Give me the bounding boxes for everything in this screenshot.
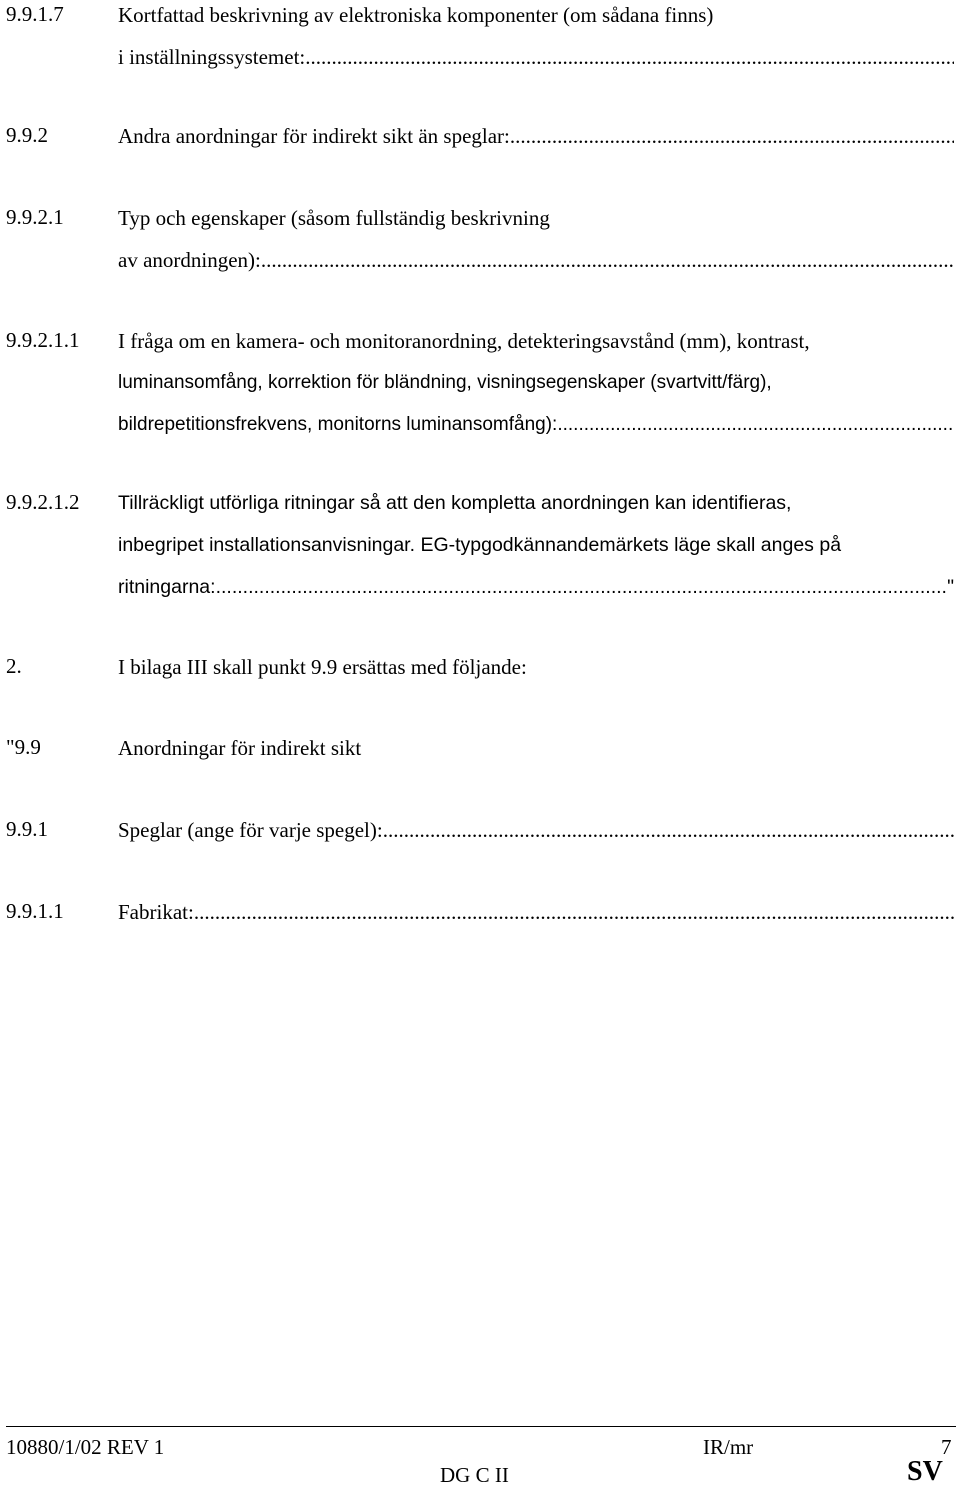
section-text: Typ och egenskaper (såsom fullständig beskrivning bbox=[118, 206, 550, 230]
section-2 bbox=[6, 654, 954, 696]
language-code: SV bbox=[907, 1456, 943, 1487]
section-number: 9.9.1.1 bbox=[6, 899, 64, 923]
leader-dots bbox=[194, 899, 954, 925]
page-number: 7 bbox=[941, 1435, 952, 1459]
section-text: luminansomfång, korrektion för bländning, visningsegenskaper (svartvitt/färg), bbox=[118, 372, 772, 393]
section-9-9 bbox=[6, 735, 954, 777]
section-number: 9.9.2.1.1 bbox=[6, 328, 80, 352]
leader-dots bbox=[305, 44, 954, 70]
section-number: 9.9.2.1 bbox=[6, 205, 64, 229]
section-text: Andra anordningar för indirekt sikt än speglar: bbox=[118, 124, 510, 148]
footer-department: DG C II bbox=[440, 1463, 509, 1487]
section-line bbox=[118, 654, 954, 696]
section-text: bildrepetitionsfrekvens, monitorns luminansomfång): bbox=[118, 414, 558, 435]
footer-initials: IR/mr bbox=[703, 1435, 754, 1459]
section-line bbox=[118, 574, 954, 616]
section-number: "9.9 bbox=[6, 735, 41, 759]
section-line bbox=[118, 2, 954, 44]
section-9-9-1 bbox=[6, 817, 954, 859]
section-line bbox=[118, 532, 954, 574]
section-9-9-1-7 bbox=[6, 2, 954, 86]
leader-dots bbox=[383, 817, 954, 843]
section-line bbox=[118, 735, 954, 777]
section-line bbox=[118, 123, 954, 165]
section-9-9-2 bbox=[6, 123, 954, 165]
footer-divider bbox=[6, 1426, 956, 1427]
section-text: Anordningar för indirekt sikt bbox=[118, 736, 362, 760]
section-number: 9.9.1 bbox=[6, 817, 48, 841]
section-line bbox=[118, 899, 954, 941]
section-text: Kortfattad beskrivning av elektroniska komponenter (om sådana finns) bbox=[118, 3, 714, 27]
section-number: 9.9.2 bbox=[6, 123, 48, 147]
section-line bbox=[118, 328, 954, 370]
section-line bbox=[118, 205, 954, 247]
section-text: ritningarna: bbox=[118, 576, 216, 598]
leader-dots bbox=[261, 247, 954, 273]
section-text: i inställningssystemet: bbox=[118, 45, 306, 69]
section-number: 9.9.2.1.2 bbox=[6, 490, 80, 514]
section-number: 9.9.1.7 bbox=[6, 2, 64, 26]
leader-dots bbox=[557, 412, 954, 438]
section-text: Speglar (ange för varje spegel): bbox=[118, 818, 383, 842]
section-9-9-2-1 bbox=[6, 205, 954, 289]
section-9-9-2-1-1 bbox=[6, 328, 954, 454]
section-line bbox=[118, 44, 954, 86]
section-text: av anordningen): bbox=[118, 248, 261, 272]
leader-dots bbox=[216, 574, 948, 600]
section-number: 2. bbox=[6, 654, 22, 678]
section-text: Tillräckligt utförliga ritningar så att den kompletta anordningen kan identifieras, bbox=[118, 492, 792, 514]
section-text: I bilaga III skall punkt 9.9 ersättas med följande: bbox=[118, 655, 527, 679]
footer-reference: 10880/1/02 REV 1 bbox=[6, 1435, 165, 1459]
section-line bbox=[118, 247, 954, 289]
section-line bbox=[118, 490, 954, 532]
section-text: inbegripet installationsanvisningar. EG-typgodkännandemärkets läge skall anges på bbox=[118, 534, 842, 556]
closing-quote: " bbox=[947, 576, 954, 598]
section-line bbox=[118, 412, 954, 454]
section-text: I fråga om en kamera- och monitoranordning, detekteringsavstånd (mm), kontrast, bbox=[118, 329, 810, 353]
section-line bbox=[118, 817, 954, 859]
section-9-9-2-1-2 bbox=[6, 490, 954, 616]
section-9-9-1-1 bbox=[6, 899, 954, 941]
section-text: Fabrikat: bbox=[118, 900, 194, 924]
section-line bbox=[118, 370, 954, 412]
leader-dots bbox=[510, 123, 954, 149]
